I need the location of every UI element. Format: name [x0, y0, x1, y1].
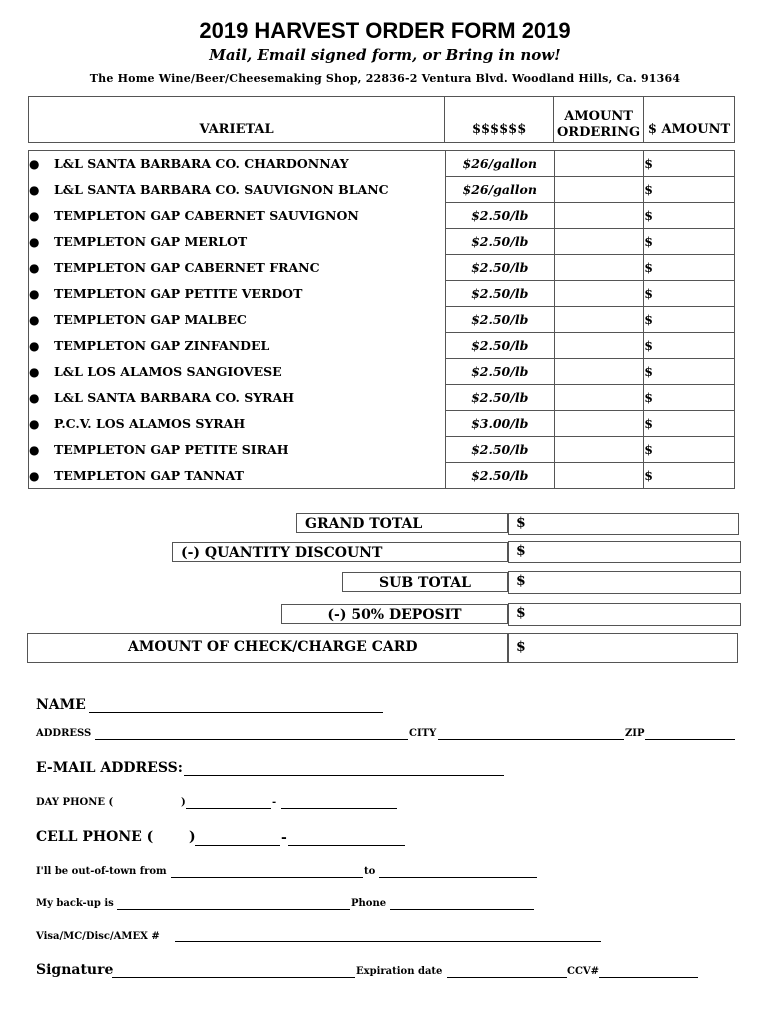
day-phone-dash: - — [272, 797, 277, 808]
item-amount-ordering-field[interactable] — [554, 255, 644, 281]
bullet-icon: ● — [29, 313, 40, 327]
item-price: $3.00/lb — [445, 411, 554, 437]
order-item-row — [29, 333, 735, 359]
item-varietal — [29, 333, 446, 359]
out-of-town-label: I'll be out-of-town from — [36, 866, 167, 877]
order-item-row — [29, 281, 735, 307]
item-varietal-label: TEMPLETON GAP PETITE SIRAH — [54, 442, 289, 457]
item-varietal-label: TEMPLETON GAP PETITE VERDOT — [54, 286, 303, 301]
column-amount-line1: AMOUNT — [564, 109, 633, 124]
order-item-row — [29, 359, 735, 385]
item-amount-ordering-field[interactable] — [554, 203, 644, 229]
email-field[interactable] — [184, 775, 504, 776]
item-varietal — [29, 229, 446, 255]
order-item-row — [29, 307, 735, 333]
item-varietal — [29, 463, 446, 489]
bullet-icon: ● — [29, 443, 40, 457]
bullet-icon: ● — [29, 339, 40, 353]
sub-total-field[interactable]: $ — [508, 571, 741, 594]
item-varietal — [29, 437, 446, 463]
order-table-header — [28, 96, 735, 143]
signature-label: Signature — [36, 962, 114, 978]
order-item-row — [29, 177, 735, 203]
order-item-row — [29, 437, 735, 463]
shop-address: The Home Wine/Beer/Cheesemaking Shop, 22836-2 Ventura Blvd. Woodland Hills, Ca. 91364 — [89, 72, 681, 85]
name-field[interactable] — [89, 712, 383, 713]
item-varietal — [29, 359, 446, 385]
item-varietal-label: TEMPLETON GAP CABERNET FRANC — [54, 260, 320, 275]
item-price: $2.50/lb — [445, 307, 554, 333]
out-of-town-from-field[interactable] — [171, 877, 363, 878]
item-amount-ordering-field[interactable] — [554, 385, 644, 411]
email-label: E-MAIL ADDRESS: — [36, 760, 183, 776]
item-amount-ordering-field[interactable] — [554, 359, 644, 385]
item-dollar-amount-field[interactable]: $ — [644, 437, 735, 463]
card-number-field[interactable] — [175, 941, 601, 942]
item-amount-ordering-field[interactable] — [554, 333, 644, 359]
item-dollar-amount-field[interactable]: $ — [644, 333, 735, 359]
day-phone-label: DAY PHONE ( — [36, 797, 114, 808]
bullet-icon: ● — [29, 287, 40, 301]
ccv-label: CCV# — [567, 966, 600, 977]
item-dollar-amount-field[interactable]: $ — [644, 307, 735, 333]
amount-check-label: AMOUNT OF CHECK/CHARGE CARD — [27, 633, 508, 663]
item-varietal — [29, 177, 446, 203]
item-price: $2.50/lb — [445, 229, 554, 255]
item-varietal-label: TEMPLETON GAP ZINFANDEL — [54, 338, 270, 353]
quantity-discount-field[interactable]: $ — [508, 541, 741, 563]
name-label: NAME — [36, 697, 86, 713]
bullet-icon: ● — [29, 183, 40, 197]
item-price: $2.50/lb — [445, 203, 554, 229]
item-price: $2.50/lb — [445, 255, 554, 281]
item-price: $2.50/lb — [445, 437, 554, 463]
item-price: $26/gallon — [445, 177, 554, 203]
bullet-icon: ● — [29, 261, 40, 275]
item-varietal — [29, 203, 446, 229]
day-phone-paren: ) — [181, 797, 186, 808]
column-price: $$$$$$ — [445, 97, 554, 143]
city-label: CITY — [409, 728, 437, 739]
quantity-discount-label: (-) QUANTITY DISCOUNT — [172, 542, 508, 562]
item-varietal-label: TEMPLETON GAP MERLOT — [54, 234, 248, 249]
column-amount-line2: ORDERING — [556, 125, 641, 140]
item-varietal-label: TEMPLETON GAP TANNAT — [54, 467, 244, 483]
cell-phone-paren: ) — [189, 829, 196, 845]
out-of-town-to-field[interactable] — [379, 877, 537, 878]
bullet-icon: ● — [29, 209, 40, 223]
order-item-row — [29, 203, 735, 229]
item-amount-ordering-field[interactable] — [554, 437, 644, 463]
item-varietal-label: L&L LOS ALAMOS SANGIOVESE — [54, 364, 282, 379]
bullet-icon: ● — [29, 157, 40, 172]
sub-total-label: SUB TOTAL — [342, 572, 508, 592]
grand-total-field[interactable]: $ — [508, 513, 739, 535]
expiration-label: Expiration date — [356, 966, 443, 977]
deposit-field[interactable]: $ — [508, 603, 741, 626]
item-dollar-amount-field[interactable]: $ — [644, 359, 735, 385]
item-price: $26/gallon — [445, 151, 554, 177]
address-label: ADDRESS — [36, 728, 92, 739]
item-amount-ordering-field[interactable] — [554, 463, 644, 489]
item-varietal-label: L&L SANTA BARBARA CO. SAUVIGNON BLANC — [54, 182, 389, 197]
item-dollar-amount-field[interactable]: $ — [644, 229, 735, 255]
bullet-icon: ● — [29, 391, 40, 405]
item-amount-ordering-field[interactable] — [554, 229, 644, 255]
cell-phone-dash: - — [281, 830, 287, 846]
cell-phone-label: CELL PHONE ( — [36, 829, 154, 845]
item-dollar-amount-field[interactable]: $ — [644, 177, 735, 203]
order-item-row — [29, 463, 735, 489]
ccv-field[interactable] — [599, 977, 698, 978]
item-varietal — [29, 385, 446, 411]
form-title: 2019 HARVEST ORDER FORM 2019 — [199, 18, 571, 43]
backup-phone-label: Phone — [351, 898, 387, 909]
order-items-table — [28, 150, 735, 489]
order-item-row — [29, 151, 735, 177]
out-of-town-to-label: to — [364, 866, 376, 877]
column-dollar-amount: $ AMOUNT — [644, 97, 735, 143]
backup-label: My back-up is — [36, 898, 114, 909]
form-subtitle: Mail, Email signed form, or Bring in now! — [209, 46, 561, 64]
order-item-row — [29, 255, 735, 281]
column-varietal: VARIETAL — [29, 97, 445, 143]
item-varietal — [29, 411, 446, 437]
backup-field[interactable] — [117, 909, 350, 910]
backup-phone-field[interactable] — [390, 909, 534, 910]
day-phone-prefix-field[interactable] — [186, 808, 271, 809]
item-price: $2.50/lb — [445, 463, 554, 489]
day-phone-number-field[interactable] — [281, 808, 397, 809]
expiration-field[interactable] — [447, 977, 567, 978]
zip-field[interactable] — [645, 739, 735, 740]
item-price: $2.50/lb — [445, 333, 554, 359]
item-dollar-amount-field[interactable]: $ — [644, 255, 735, 281]
item-varietal-label: L&L SANTA BARBARA CO. CHARDONNAY — [54, 156, 349, 172]
item-varietal — [29, 307, 446, 333]
signature-field[interactable] — [112, 977, 355, 978]
item-amount-ordering-field[interactable] — [554, 411, 644, 437]
item-varietal — [29, 281, 446, 307]
order-item-row — [29, 229, 735, 255]
bullet-icon: ● — [29, 468, 40, 483]
item-price: $2.50/lb — [445, 281, 554, 307]
order-item-row — [29, 411, 735, 437]
city-field[interactable] — [438, 739, 624, 740]
item-dollar-amount-field[interactable]: $ — [644, 385, 735, 411]
item-dollar-amount-field[interactable]: $ — [644, 463, 735, 489]
amount-check-field[interactable]: $ — [508, 633, 738, 663]
cell-phone-number-field[interactable] — [288, 845, 405, 846]
item-amount-ordering-field[interactable] — [554, 151, 644, 177]
item-varietal — [29, 255, 446, 281]
bullet-icon: ● — [29, 417, 40, 431]
card-label: Visa/MC/Disc/AMEX # — [36, 931, 160, 942]
item-amount-ordering-field[interactable] — [554, 307, 644, 333]
item-varietal-label: TEMPLETON GAP MALBEC — [54, 312, 247, 327]
bullet-icon: ● — [29, 235, 40, 249]
grand-total-label: GRAND TOTAL — [296, 513, 508, 533]
cell-phone-prefix-field[interactable] — [195, 845, 280, 846]
item-dollar-amount-field[interactable]: $ — [644, 151, 735, 177]
item-varietal-label: TEMPLETON GAP CABERNET SAUVIGNON — [54, 208, 359, 223]
item-varietal-label: P.C.V. LOS ALAMOS SYRAH — [54, 416, 246, 431]
item-amount-ordering-field[interactable] — [554, 177, 644, 203]
deposit-label: (-) 50% DEPOSIT — [281, 604, 508, 624]
order-item-row — [29, 385, 735, 411]
item-dollar-amount-field[interactable]: $ — [644, 203, 735, 229]
bullet-icon: ● — [29, 365, 40, 379]
column-amount-ordering — [554, 97, 644, 143]
item-price: $2.50/lb — [445, 359, 554, 385]
item-dollar-amount-field[interactable]: $ — [644, 411, 735, 437]
item-varietal-label: L&L SANTA BARBARA CO. SYRAH — [54, 390, 295, 405]
address-field[interactable] — [95, 739, 408, 740]
item-amount-ordering-field[interactable] — [554, 281, 644, 307]
item-dollar-amount-field[interactable]: $ — [644, 281, 735, 307]
zip-label: ZIP — [625, 728, 645, 739]
item-varietal — [29, 151, 446, 177]
item-price: $2.50/lb — [445, 385, 554, 411]
